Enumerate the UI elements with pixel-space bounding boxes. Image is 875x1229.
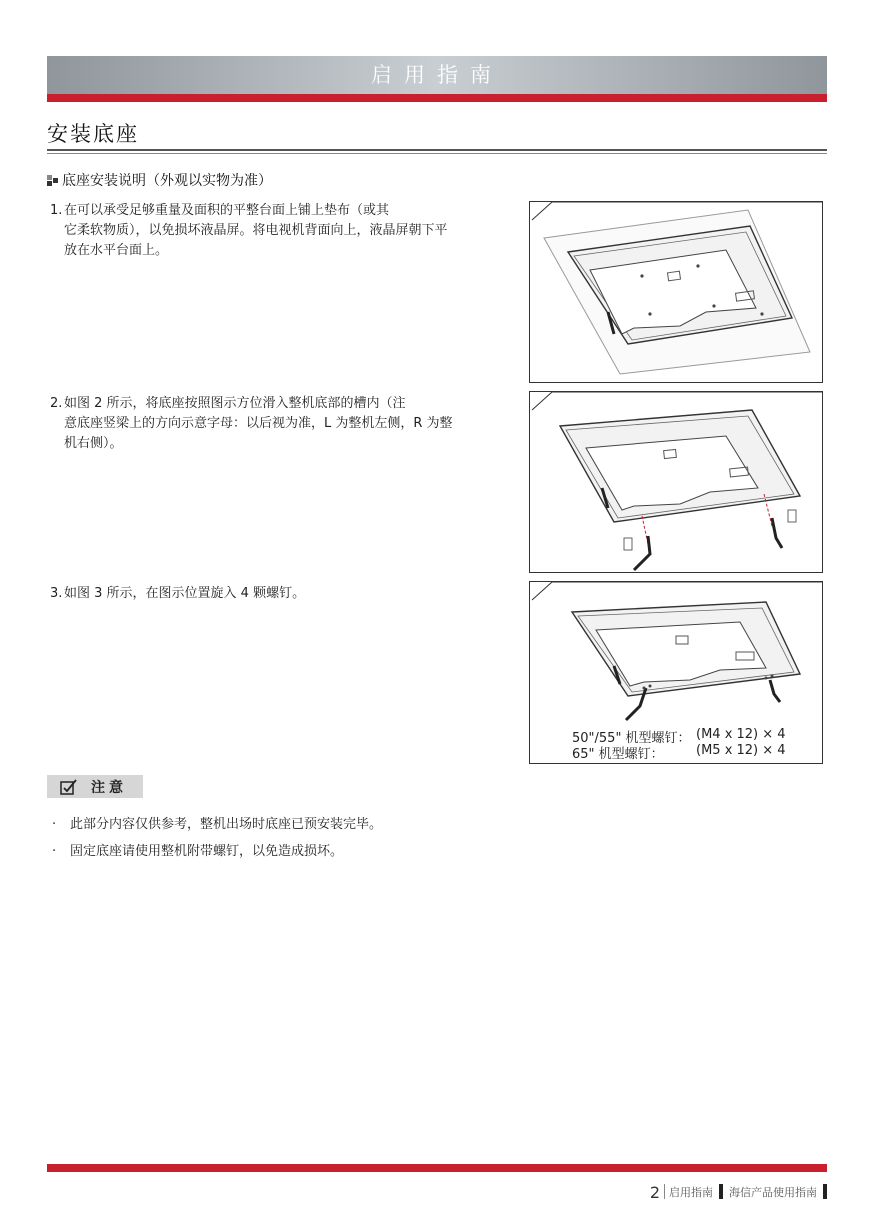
header-red-bar bbox=[47, 94, 827, 102]
step-text-rest: 它柔软物质），以免损坏液晶屏。将电视机背面向上，液晶屏朝下平放在水平台面上。 bbox=[64, 223, 448, 258]
step-text-first-line: 如图 3 所示，在图示位置旋入 4 颗螺钉。 bbox=[64, 586, 306, 601]
section-rule bbox=[47, 149, 827, 151]
header-band bbox=[47, 56, 827, 94]
note-text: 固定底座请使用整机附带螺钉，以免造成损坏。 bbox=[70, 844, 344, 859]
screw-spec-value: (M5 x 12) × 4 bbox=[696, 743, 786, 758]
stand-slide-in-illustration bbox=[530, 392, 822, 572]
step-text-rest: 意底座竖梁上的方向示意字母：以后视为准，L 为整机左侧，R 为整机右侧）。 bbox=[64, 416, 453, 451]
sub-heading bbox=[47, 170, 272, 190]
note-item bbox=[52, 840, 343, 859]
sub-heading-text: 底座安装说明（外观以实物为准） bbox=[62, 173, 272, 189]
step-number: 1. bbox=[50, 203, 63, 218]
section-rule-thin bbox=[47, 153, 827, 154]
screw-spec-model: 50"/55" 机型螺钉： bbox=[572, 731, 691, 746]
step-1 bbox=[50, 201, 460, 261]
footer-red-bar bbox=[47, 1164, 827, 1172]
checkbox-pencil-icon bbox=[60, 779, 78, 795]
note-label-box bbox=[47, 775, 143, 798]
note-label: 注意 bbox=[91, 780, 127, 796]
footer-section: 启用指南 bbox=[669, 1186, 713, 1199]
screw-spec-model: 65" 机型螺钉： bbox=[572, 747, 664, 762]
step-number: 2. bbox=[50, 396, 63, 411]
figure-1 bbox=[529, 201, 823, 383]
page-number: 2 bbox=[649, 1183, 660, 1202]
bullet-dot: · bbox=[52, 844, 57, 859]
bullet-squares-icon bbox=[47, 175, 58, 186]
bullet-dot: · bbox=[52, 817, 57, 832]
step-text-first-line: 在可以承受足够重量及面积的平整台面上铺上垫布（或其 bbox=[64, 203, 390, 218]
note-text: 此部分内容仅供参考，整机出场时底座已预安装完毕。 bbox=[70, 817, 383, 832]
footer-bar bbox=[719, 1184, 723, 1199]
footer bbox=[650, 1183, 827, 1202]
note-item bbox=[52, 813, 382, 832]
screw-spec-value: (M4 x 12) × 4 bbox=[696, 727, 786, 742]
step-number: 3. bbox=[50, 586, 63, 601]
step-text-first-line: 如图 2 所示，将底座按照图示方位滑入整机底部的槽内（注 bbox=[64, 396, 406, 411]
section-title: 安装底座 bbox=[47, 122, 139, 146]
figure-2 bbox=[529, 391, 823, 573]
header-title: 启用指南 bbox=[371, 63, 503, 87]
step-3 bbox=[50, 584, 460, 604]
footer-separator bbox=[664, 1184, 665, 1199]
tv-on-cloth-illustration bbox=[530, 202, 822, 382]
footer-manual: 海信产品使用指南 bbox=[729, 1186, 817, 1199]
step-2 bbox=[50, 394, 460, 454]
footer-bar-end bbox=[823, 1184, 827, 1199]
